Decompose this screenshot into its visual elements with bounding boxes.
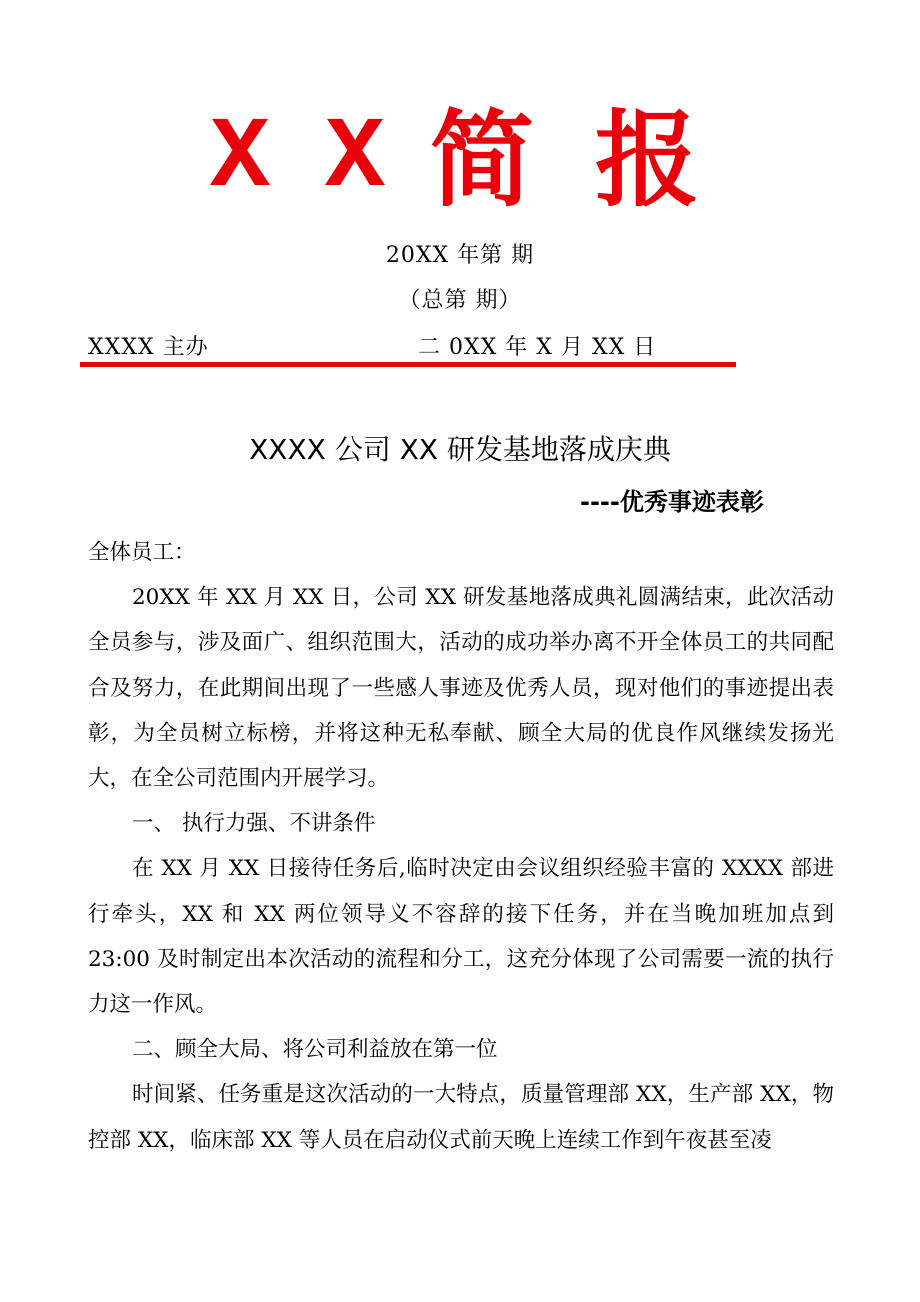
masthead-char-1: X: [210, 103, 271, 216]
masthead-char-3: 简: [430, 98, 535, 221]
issue-total-number: （总第 期）: [398, 288, 522, 313]
article-body: [88, 530, 834, 1163]
paragraph: 在 XX 月 XX 日接待任务后,临时决定由会议组织经验丰富的 XXXX 部进行牵头，XX 和 XX 两位领导义不容辞的接下任务，并在当晚加班加点到 23:00 及时制定出本次活动的流程和分工，这充分体现了公司需要一流的执行力这一作风。: [88, 856, 834, 1018]
masthead-char-4: 报: [595, 98, 700, 221]
section-heading: 二、顾全大局、将公司利益放在第一位: [132, 1037, 498, 1063]
red-divider-rule: [80, 362, 736, 367]
article-title: XXXX 公司 XX 研发基地落成庆典: [249, 433, 671, 466]
section-heading: 一、 执行力强、不讲条件: [132, 811, 376, 837]
masthead-char-2: X: [325, 103, 386, 216]
article-subtitle: ----优秀事迹表彰: [580, 488, 764, 516]
masthead-title: [0, 100, 920, 230]
paragraph: 20XX 年 XX 月 XX 日，公司 XX 研发基地落成典礼圆满结束，此次活动全员参与，涉及面广、组织范围大，活动的成功举办离不开全体员工的共同配合及努力，在此期间出现了一些感人事迹及优秀人员，现对他们的事迹提出表彰，为全员树立标榜，并将这种无私奉献、顾全大局的优良作风继续发扬光大，在全公司范围内开展学习。: [88, 585, 834, 792]
issue-date: 二 0XX 年 X 月 XX 日: [418, 335, 657, 360]
paragraph: 时间紧、任务重是这次活动的一大特点，质量管理部 XX，生产部 XX，物控部 XX，临床部 XX 等人员在启动仪式前天晚上连续工作到午夜甚至凌: [88, 1082, 834, 1153]
salutation: 全体员工：: [88, 540, 196, 565]
host-organization: XXXX 主办: [88, 335, 209, 360]
issue-number: 20XX 年第 期: [385, 243, 535, 268]
